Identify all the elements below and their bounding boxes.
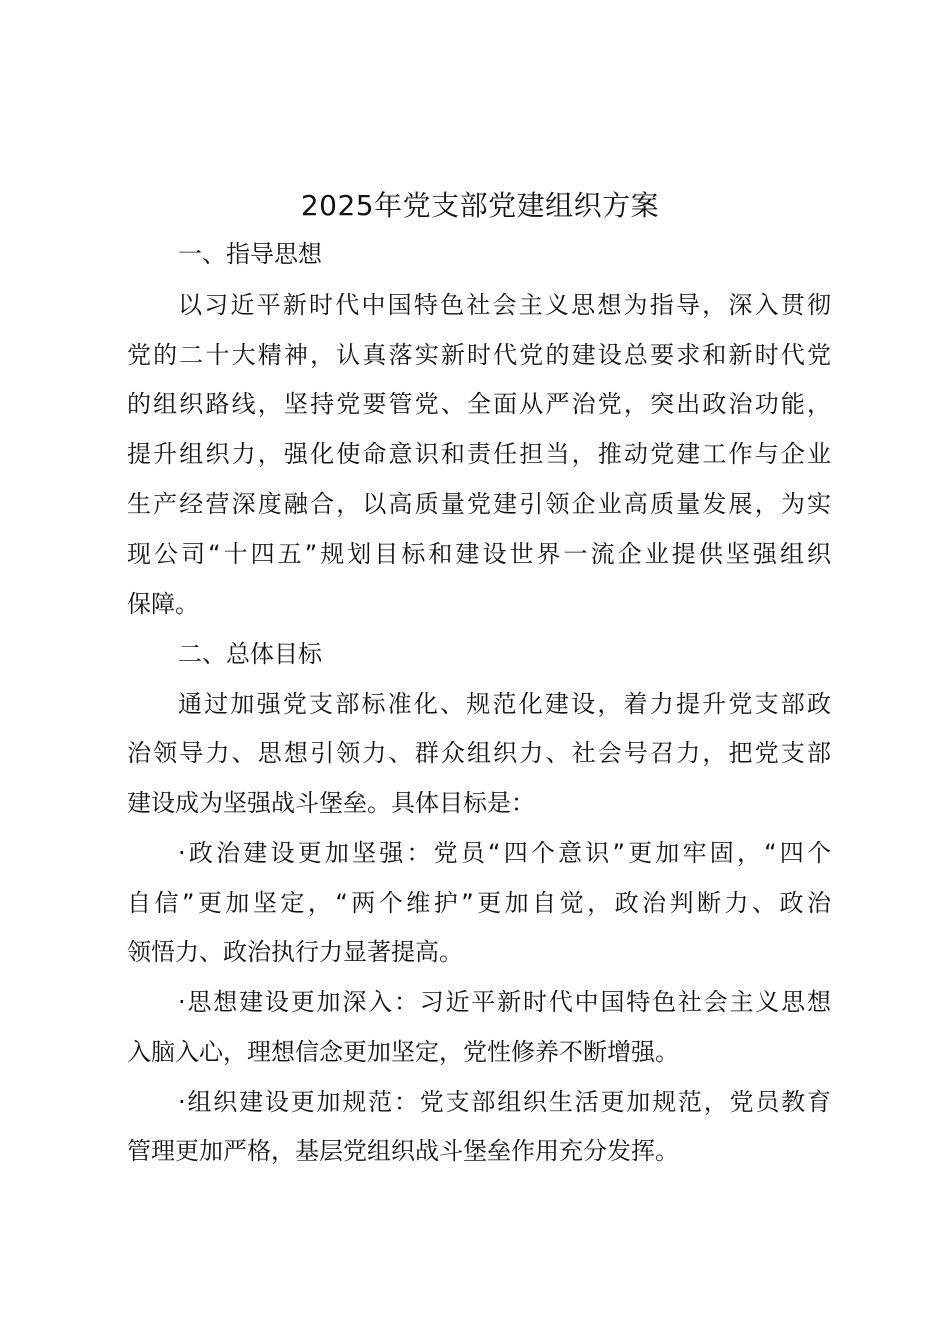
goal-line: ·组织建设更加规范：党支部组织生活更加规范，党员教育 bbox=[178, 1088, 831, 1116]
paragraph-line: 生产经营深度融合，以高质量党建引领企业高质量发展，为实 bbox=[127, 490, 831, 518]
goal-line: ·政治建设更加坚强：党员“四个意识”更加牢固，“四个 bbox=[178, 839, 831, 867]
document-title: 2025年党支部党建组织方案 bbox=[300, 189, 660, 222]
paragraph-line: 治领导力、思想引领力、群众组织力、社会号召力，把党支部 bbox=[127, 739, 831, 767]
goal-line: 入脑入心，理想信念更加坚定，党性修养不断增强。 bbox=[127, 1038, 679, 1066]
paragraph-line: 提升组织力，强化使命意识和责任担当，推动党建工作与企业 bbox=[127, 440, 831, 468]
paragraph-line: 建设成为坚强战斗堡垒。具体目标是： bbox=[127, 789, 535, 817]
paragraph-line: 的组织路线，坚持党要管党、全面从严治党，突出政治功能， bbox=[127, 390, 831, 418]
paragraph-line: 保障。 bbox=[127, 590, 199, 618]
goal-line: 管理更加严格，基层党组织战斗堡垒作用充分发挥。 bbox=[127, 1137, 679, 1165]
paragraph-line: 现公司“十四五”规划目标和建设世界一流企业提供坚强组织 bbox=[127, 540, 831, 568]
section-heading-guiding-ideology: 一、指导思想 bbox=[178, 240, 322, 268]
paragraph-line: 通过加强党支部标准化、规范化建设，着力提升党支部政 bbox=[178, 690, 831, 718]
goal-line: ·思想建设更加深入：习近平新时代中国特色社会主义思想 bbox=[178, 988, 831, 1016]
section-heading-overall-goals: 二、总体目标 bbox=[178, 640, 322, 668]
paragraph-line: 党的二十大精神，认真落实新时代党的建设总要求和新时代党 bbox=[127, 341, 831, 369]
goal-line: 领悟力、政治执行力显著提高。 bbox=[127, 938, 463, 966]
goal-line: 自信”更加坚定，“两个维护”更加自觉，政治判断力、政治 bbox=[127, 889, 831, 917]
paragraph-line: 以习近平新时代中国特色社会主义思想为指导，深入贯彻 bbox=[178, 291, 831, 319]
